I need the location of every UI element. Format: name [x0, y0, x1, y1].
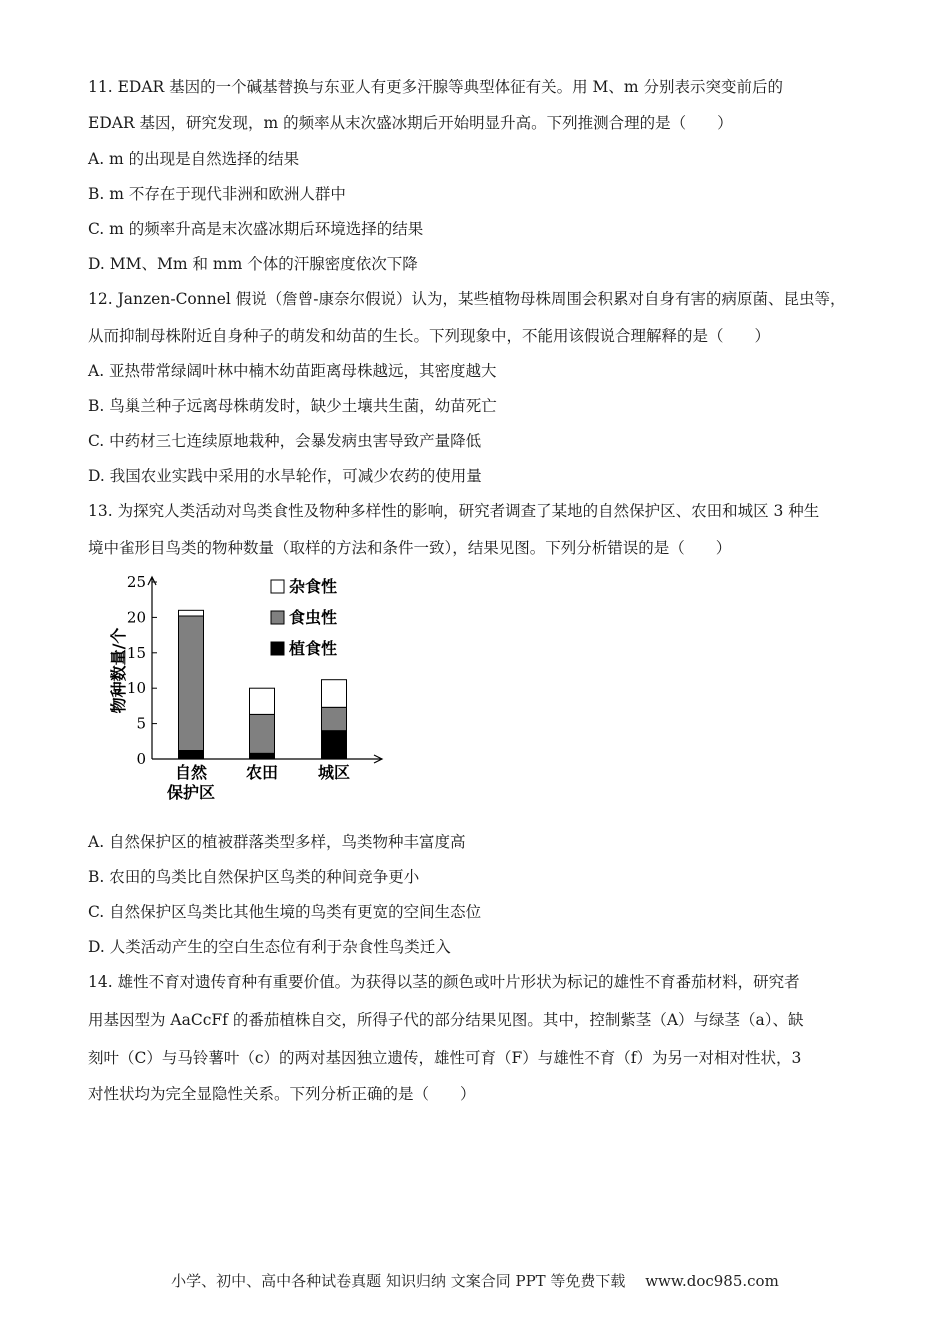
y-tick-label: 20 [126, 608, 146, 627]
bar-segment [250, 753, 275, 759]
x-tick-label: 自然 [174, 763, 208, 782]
bar-segment [322, 731, 347, 759]
legend-swatch [271, 580, 284, 593]
q14-stem-line2: 用基因型为 AaCcFf 的番茄植株自交，所得子代的部分结果见图。其中，控制紫茎（A）与绿茎（a）、缺 [88, 1011, 804, 1029]
q11-stem-line2: EDAR 基因，研究发现，m 的频率从末次盛冰期后开始明显升高。下列推测合理的是（ ） [88, 114, 733, 132]
q11-option-b: B. m 不存在于现代非洲和欧洲人群中 [88, 185, 346, 203]
bar-segment [250, 688, 275, 714]
q13-option-d: D. 人类活动产生的空白生态位有利于杂食性鸟类迁入 [88, 938, 451, 956]
y-tick-label: 0 [136, 750, 146, 768]
legend-swatch [271, 642, 284, 655]
bar-chart [100, 572, 400, 807]
legend-swatch [271, 611, 284, 624]
y-tick-label: 5 [136, 714, 146, 733]
q14-stem-line3: 刻叶（C）与马铃薯叶（c）的两对基因独立遗传，雄性可育（F）与雄性不育（f）为另一对相对性状，3 [88, 1049, 802, 1067]
q12-stem-line1: 12. Janzen-Connel 假说（詹曾-康奈尔假说）认为，某些植物母株周围会积累对自身有害的病原菌、昆虫等， [88, 290, 846, 308]
x-tick-label: 农田 [245, 763, 279, 782]
q13-stem-line2: 境中雀形目鸟类的物种数量（取样的方法和条件一致），结果见图。下列分析错误的是（ ） [88, 539, 732, 557]
x-tick-label: 城区 [317, 763, 351, 782]
q13-option-b: B. 农田的鸟类比自然保护区鸟类的种间竞争更小 [88, 868, 420, 886]
q11-option-a: A. m 的出现是自然选择的结果 [88, 150, 300, 168]
bar-segment [322, 707, 347, 730]
q13-stem-line1: 13. 为探究人类活动对鸟类食性及物种多样性的影响，研究者调查了某地的自然保护区、农田和城区 3 种生 [88, 502, 820, 520]
page-footer: 小学、初中、高中各种试卷真题 知识归纳 文案合同 PPT 等免费下载 www.doc985.com [171, 1272, 779, 1290]
q11-option-d: D. MM、Mm 和 mm 个体的汗腺密度依次下降 [88, 255, 418, 273]
bar-segment [179, 751, 204, 759]
bar-segment [250, 714, 275, 753]
bar-segment [179, 610, 204, 616]
q11-stem-line1: 11. EDAR 基因的一个碱基替换与东亚人有更多汗腺等典型体征有关。用 M、m 分别表示突变前后的 [88, 78, 784, 96]
q12-option-b: B. 鸟巢兰种子远离母株萌发时，缺少土壤共生菌，幼苗死亡 [88, 397, 497, 415]
bar-segment [322, 680, 347, 708]
q14-stem-line4: 对性状均为完全显隐性关系。下列分析正确的是（ ） [88, 1085, 476, 1103]
q13-option-a: A. 自然保护区的植被群落类型多样，鸟类物种丰富度高 [88, 833, 466, 851]
q13-option-c: C. 自然保护区鸟类比其他生境的鸟类有更宽的空间生态位 [88, 903, 482, 921]
q12-stem-line2: 从而抑制母株附近自身种子的萌发和幼苗的生长。下列现象中，不能用该假说合理解释的是（ ） [88, 327, 771, 345]
x-tick-label: 保护区 [166, 783, 216, 802]
y-axis-label: 物种数量/个 [109, 627, 128, 714]
bar-segment [179, 616, 204, 751]
q12-option-c: C. 中药材三七连续原地栽种，会暴发病虫害导致产量降低 [88, 432, 482, 450]
legend-label: 植食性 [289, 639, 338, 658]
legend-label: 食虫性 [289, 608, 338, 627]
y-tick-label: 10 [126, 679, 146, 698]
q11-option-c: C. m 的频率升高是末次盛冰期后环境选择的结果 [88, 220, 424, 238]
q14-stem-line1: 14. 雄性不育对遗传育种有重要价值。为获得以茎的颜色或叶片形状为标记的雄性不育番茄材料，研究者 [88, 973, 800, 991]
y-tick-label: 15 [126, 643, 146, 662]
q12-option-a: A. 亚热带常绿阔叶林中楠木幼苗距离母株越远，其密度越大 [88, 362, 497, 380]
legend-label: 杂食性 [289, 577, 338, 596]
y-tick-label: 25 [126, 573, 146, 591]
q12-option-d: D. 我国农业实践中采用的水旱轮作，可减少农药的使用量 [88, 467, 482, 485]
